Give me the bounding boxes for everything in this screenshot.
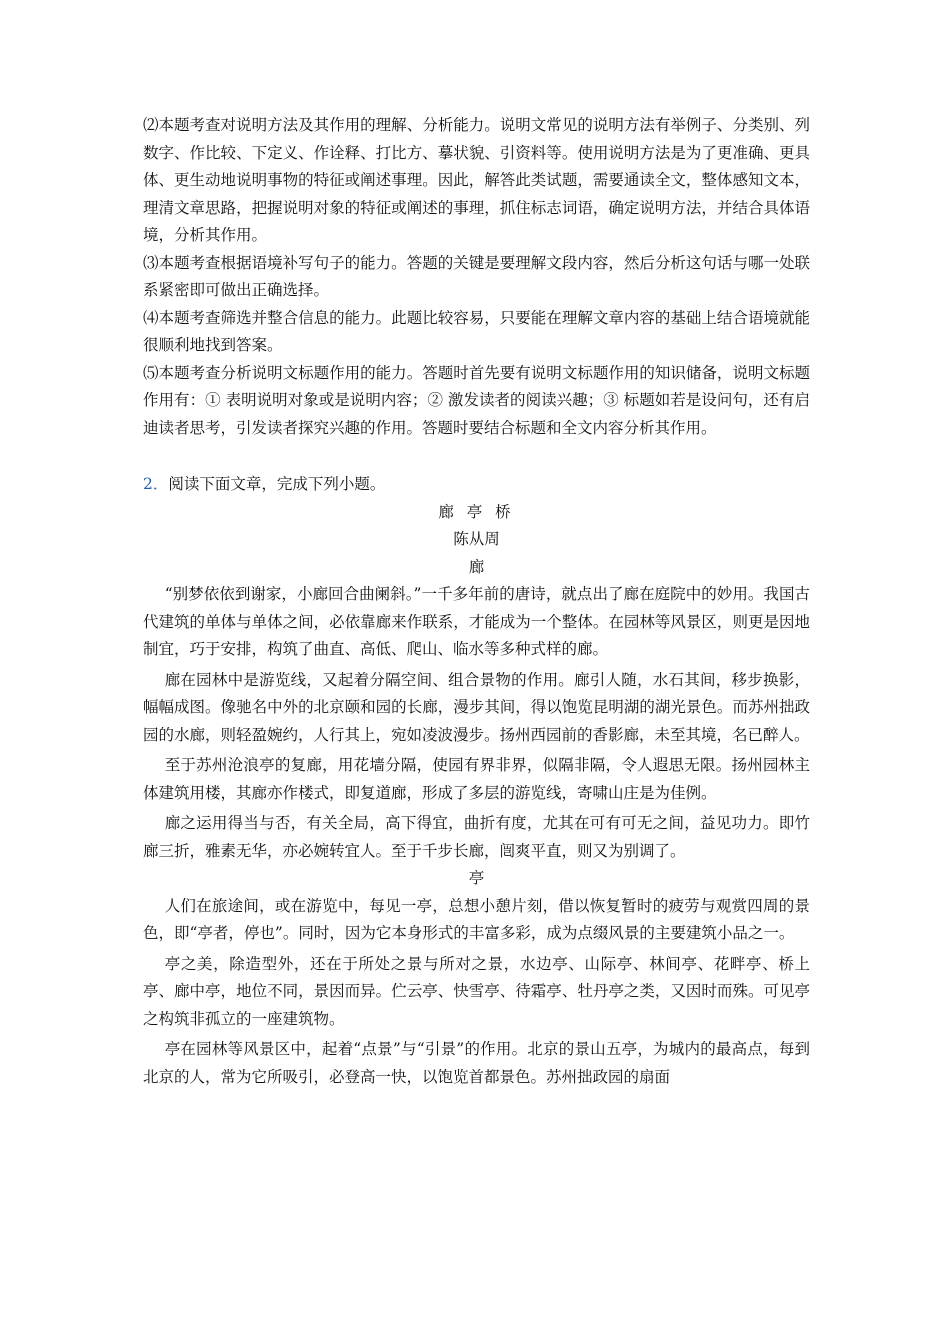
article-title: 廊 亭 桥 — [438, 502, 515, 521]
section-heading-ting: 亭 — [468, 869, 485, 887]
analysis-item-2: ⑵本题考查对说明方法及其作用的理解、分析能力。说明文常见的说明方法有举例子、分类别、列数字、作比较、下定义、作诠释、打比方、摹状貌、引资料等。使用说明方法是为了更准确、更具体、更生动地说明事物的特征或阐述事理。因此，解答此类试题，需要通读全文，整体感知文本，理清文章思路，把握说明对象的特征或阐述的事理，抓住标志词语，确定说明方法，并结合具体语境，分析其作用。 — [143, 116, 810, 244]
section-heading-lang: 廊 — [468, 557, 485, 576]
section-gap — [143, 442, 810, 471]
question-prompt: 阅读下面文章，完成下列小题。 — [168, 475, 386, 493]
analysis-item-5: ⑸本题考查分析说明文标题作用的能力。答题时首先要有说明文标题作用的知识储备，说明文标题作用有：① 表明说明对象或是说明内容；② 激发读者的阅读兴趣；③ 标题如若是设问句，还有启迪读者思考，引发读者探究兴趣的作用。答题时要结合标题和全文内容分析其作用。 — [143, 363, 810, 437]
article-author: 陈从周 — [453, 530, 500, 548]
analysis-item-3: ⑶本题考查根据语境补写句子的能力。答题的关键是要理解文段内容，然后分析这句话与哪一处联系紧密即可做出正确选择。 — [143, 253, 810, 299]
article-paragraph: 亭在园林等风景区中，起着“点景”与“引景”的作用。北京的景山五亭，为城内的最高点，每到北京的人，常为它所吸引，必登高一快，以饱览首都景色。苏州拙政园的扇面 — [143, 1040, 810, 1086]
question-number: 2． — [143, 475, 169, 493]
analysis-item-4: ⑷本题考查筛选并整合信息的能力。此题比较容易，只要能在理解文章内容的基础上结合语境就能很顺利地找到答案。 — [143, 308, 810, 354]
article-paragraph: “别梦依依到谢家，小廊回合曲阑斜。”一千多年前的唐诗，就点出了廊在庭院中的妙用。我国古代建筑的单体与单体之间，必依靠廊来作联系，才能成为一个整体。在园林等风景区，则更是因地制宜，巧于安排，构筑了曲直、高低、爬山、临水等多种式样的廊。 — [143, 585, 810, 658]
article-paragraph: 至于苏州沧浪亭的复廊，用花墙分隔，使园有界非界，似隔非隔，令人遐思无限。扬州园林主体建筑用楼，其廊亦作楼式，即复道廊，形成了多层的游览线，寄啸山庄是为佳例。 — [143, 756, 810, 802]
article-paragraph: 廊在园林中是游览线，又起着分隔空间、组合景物的作用。廊引人随，水石其间，移步换影，幅幅成图。像驰名中外的北京颐和园的长廊，漫步其间，得以饱览昆明湖的湖光景色。而苏州拙政园的水廊，则轻盈婉约，人行其上，宛如凌波漫步。扬州西园前的香影廊，未至其境，名已醉人。 — [143, 670, 810, 744]
document-page — [143, 112, 810, 1091]
article-paragraph: 人们在旅途间，或在游览中，每见一亭，总想小憩片刻，借以恢复暂时的疲劳与观赏四周的景色，即“亭者，停也”。同时，因为它本身形式的丰富多彩，成为点缀风景的主要建筑小品之一。 — [143, 896, 810, 942]
article-paragraph: 亭之美，除造型外，还在于所处之景与所对之景，水边亭、山际亭、林间亭、花畔亭、桥上亭、廊中亭，地位不同，景因而异。伫云亭、快雪亭、待霜亭、牡丹亭之类，又因时而殊。可见亭之构筑非孤立的一座建筑物。 — [143, 954, 810, 1028]
article-paragraph: 廊之运用得当与否，有关全局，高下得宜，曲折有度，尤其在可有可无之间，益见功力。即竹廊三折，雅素无华，亦必婉转宜人。至于千步长廊，闿爽平直，则又为别调了。 — [143, 814, 810, 860]
question-header — [143, 471, 810, 499]
